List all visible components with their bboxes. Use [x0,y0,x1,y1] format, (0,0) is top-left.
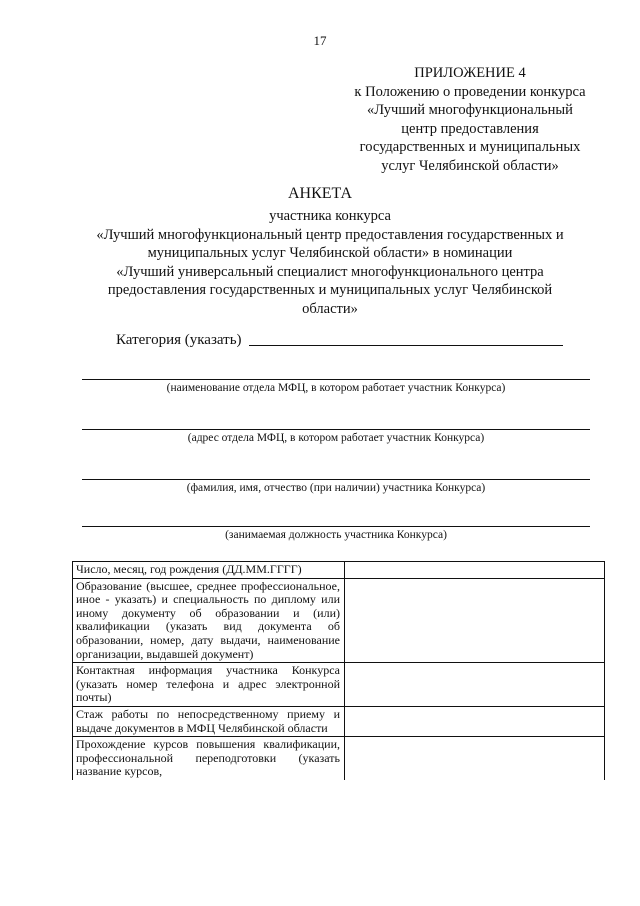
intro-line: области» [302,300,358,317]
appendix-line: к Положению о проведении конкурса [354,83,586,100]
department-name-caption: (наименование отдела МФЦ, в котором работает участник Конкурса) [166,382,506,394]
training-courses-label: Прохождение курсов повышения квалификации, профессиональной переподготовки (указать название курсов, [73,737,345,780]
position-caption: (занимаемая должность участника Конкурса) [225,529,447,541]
table-row [73,737,605,780]
intro-line: предоставления государственных и муниципальных услуг Челябинской [107,282,553,298]
department-name-line[interactable] [82,379,590,380]
appendix-block [330,64,610,175]
category-label: Категория (указать) [116,332,242,348]
intro-line: «Лучший универсальный специалист многофункционального центра [116,263,544,280]
participant-name-caption: (фамилия, имя, отчество (при наличии) участника Конкурса) [186,482,486,494]
work-experience-value[interactable] [345,706,605,736]
page-number: 17 [313,33,327,48]
department-address-line[interactable] [82,429,590,430]
training-courses-value[interactable] [345,737,605,780]
education-value[interactable] [345,578,605,663]
table-row [73,578,605,663]
birth-date-value[interactable] [345,562,605,579]
appendix-line: государственных и муниципальных [359,139,581,155]
category-row [116,330,563,349]
participant-name-line[interactable] [82,479,590,480]
appendix-line: услуг Челябинской области» [381,157,559,174]
form-title: АНКЕТА [287,185,353,202]
participant-info-table [72,561,605,780]
appendix-heading: ПРИЛОЖЕНИЕ 4 [414,65,526,81]
contact-info-value[interactable] [345,663,605,707]
table-row [73,663,605,707]
appendix-line: «Лучший многофункциональный [367,102,573,118]
birth-date-label: Число, месяц, год рождения (ДД.ММ.ГГГГ) [73,562,345,579]
intro-line: участника конкурса [269,208,391,224]
form-intro [70,207,590,318]
intro-line: муниципальных услуг Челябинской области» в номинации [147,245,513,261]
category-fill-line[interactable] [249,330,563,346]
work-experience-label: Стаж работы по непосредственному приему и выдаче документов в МФЦ Челябинской области [73,706,345,736]
department-address-caption: (адрес отдела МФЦ, в котором работает участник Конкурса) [187,432,485,444]
education-label: Образование (высшее, среднее профессиональное, иное - указать) и специальность по диплому или иному документу об образовании и (или) квалификации (указать вид документа об образовании, номер, дату выдачи, наименование организации, выдавшей документ) [73,578,345,663]
appendix-line: центр предоставления [401,120,539,137]
position-line[interactable] [82,526,590,527]
table-row [73,706,605,736]
intro-line: «Лучший многофункциональный центр предоставления государственных и [96,226,564,243]
table-row [73,562,605,579]
contact-info-label: Контактная информация участника Конкурса (указать номер телефона и адрес электронной почты) [73,663,345,707]
